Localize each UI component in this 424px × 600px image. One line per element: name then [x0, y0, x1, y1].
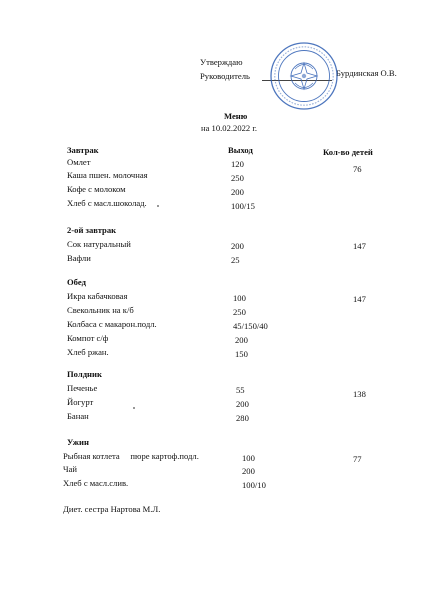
- menu-item-name: Свекольник на к/б: [67, 305, 134, 315]
- menu-item-output: 250: [231, 173, 244, 183]
- head-label: Руководитель: [200, 70, 250, 81]
- menu-item-output: 120: [231, 159, 244, 169]
- children-count-second-breakfast: 147: [353, 241, 366, 251]
- menu-item-name: Компот с/ф: [67, 333, 109, 343]
- menu-item-output: 200: [236, 399, 249, 409]
- approve-label: Утверждаю: [200, 57, 243, 67]
- menu-item-output: 200: [242, 466, 255, 476]
- scan-speck: [133, 407, 135, 409]
- menu-title: Меню: [224, 111, 248, 121]
- menu-item-name: Омлет: [67, 157, 91, 167]
- menu-item-output: 250: [233, 307, 246, 317]
- scan-speck: [157, 205, 159, 207]
- menu-item-name: Йогурт: [67, 397, 94, 407]
- children-count-breakfast: 76: [353, 164, 362, 174]
- approver-name: Бурдинская О.В.: [336, 68, 397, 78]
- menu-item-output: 100/15: [231, 201, 255, 211]
- section-title-dinner: Ужин: [67, 437, 89, 447]
- dietitian-signature: Диет. сестра Нартова М.Л.: [63, 504, 161, 514]
- menu-item-output: 25: [231, 255, 240, 265]
- menu-item-name: Хлеб с масл.слив.: [63, 478, 129, 488]
- menu-item-name: Печенье: [67, 383, 98, 393]
- menu-item-output: 200: [231, 187, 244, 197]
- section-title-lunch: Обед: [67, 277, 86, 287]
- menu-item-output: 55: [236, 385, 245, 395]
- menu-item-name: Банан: [67, 411, 89, 421]
- menu-date: на 10.02.2022 г.: [201, 123, 258, 133]
- menu-item-output: 45/150/40: [233, 321, 268, 331]
- menu-item-name: Каша пшен. молочная: [67, 170, 148, 180]
- column-header-output: Выход: [228, 145, 253, 155]
- menu-item-name: Колбаса с макарон.подл.: [67, 319, 157, 329]
- menu-item-output: 280: [236, 413, 249, 423]
- menu-item-output: 150: [235, 349, 248, 359]
- menu-item-name: Икра кабачковая: [67, 291, 128, 301]
- section-title-breakfast: Завтрак: [67, 145, 99, 155]
- section-title-afternoon-snack: Полдник: [67, 369, 102, 379]
- menu-item-output: 100/10: [242, 480, 266, 490]
- column-header-children: Кол-во детей: [323, 147, 373, 157]
- menu-item-output: 200: [231, 241, 244, 251]
- children-count-dinner: 77: [353, 454, 362, 464]
- menu-item-name: Сок натуральный: [67, 239, 131, 249]
- children-count-afternoon-snack: 138: [353, 389, 366, 399]
- menu-item-output: 200: [235, 335, 248, 345]
- menu-item-name: Вафли: [67, 253, 91, 263]
- menu-item-name: Чай: [63, 464, 77, 474]
- menu-item-output: 100: [233, 293, 246, 303]
- menu-item-name: Хлеб с масл.шоколад.: [67, 198, 147, 208]
- section-title-second-breakfast: 2-ой завтрак: [67, 225, 117, 235]
- approval-block: [200, 58, 250, 85]
- menu-item-name: Кофе с молоком: [67, 184, 126, 194]
- children-count-lunch: 147: [353, 294, 366, 304]
- menu-item-output: 100: [242, 453, 255, 463]
- official-seal-stamp: [268, 40, 340, 112]
- menu-item-name: Рыбная котлета пюре картоф.подл.: [63, 451, 199, 461]
- menu-item-name: Хлеб ржан.: [67, 347, 109, 357]
